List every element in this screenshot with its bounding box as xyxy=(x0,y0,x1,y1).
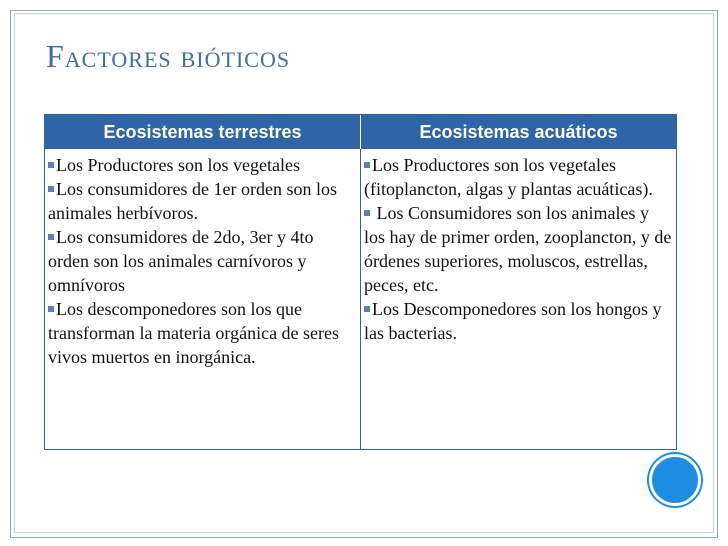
list-item: Los consumidores de 1er orden son los animales herbívoros. xyxy=(48,179,337,223)
list-item: Los consumidores de 2do, 3er y 4to orden son los animales carnívoros y omnívoros xyxy=(48,227,314,295)
square-bullet-icon xyxy=(48,162,54,168)
slide-title: Factores bióticos xyxy=(46,38,291,74)
decorative-circle xyxy=(649,454,701,506)
cell-terrestres xyxy=(45,149,361,449)
list-item: Los Productores son los vegetales (fitoplancton, algas y plantas acuáticas). xyxy=(364,155,653,199)
list-item: Los Descomponedores son los hongos y las bacterias. xyxy=(364,299,662,343)
square-bullet-icon xyxy=(48,234,54,240)
square-bullet-icon xyxy=(48,186,54,192)
comparison-table xyxy=(45,115,676,449)
header-acuaticos: Ecosistemas acuáticos xyxy=(361,115,677,149)
square-bullet-icon xyxy=(364,162,370,168)
square-bullet-icon xyxy=(364,306,370,312)
cell-acuaticos xyxy=(361,149,677,449)
table-row xyxy=(45,149,676,449)
table-header-row xyxy=(45,115,676,149)
list-item: Los Productores son los vegetales xyxy=(48,153,356,177)
list-item: Los descomponedores son los que transforman la materia orgánica de seres vivos muertos en inorgánica. xyxy=(48,299,340,367)
square-bullet-icon xyxy=(364,210,370,216)
header-terrestres: Ecosistemas terrestres xyxy=(45,115,361,149)
square-bullet-icon xyxy=(48,306,54,312)
list-item: Los Consumidores son los animales y los hay de primer orden, zooplancton, y de órdenes superiores, moluscos, estrellas, peces, etc. xyxy=(364,203,672,295)
comparison-table-wrapper xyxy=(44,114,677,450)
